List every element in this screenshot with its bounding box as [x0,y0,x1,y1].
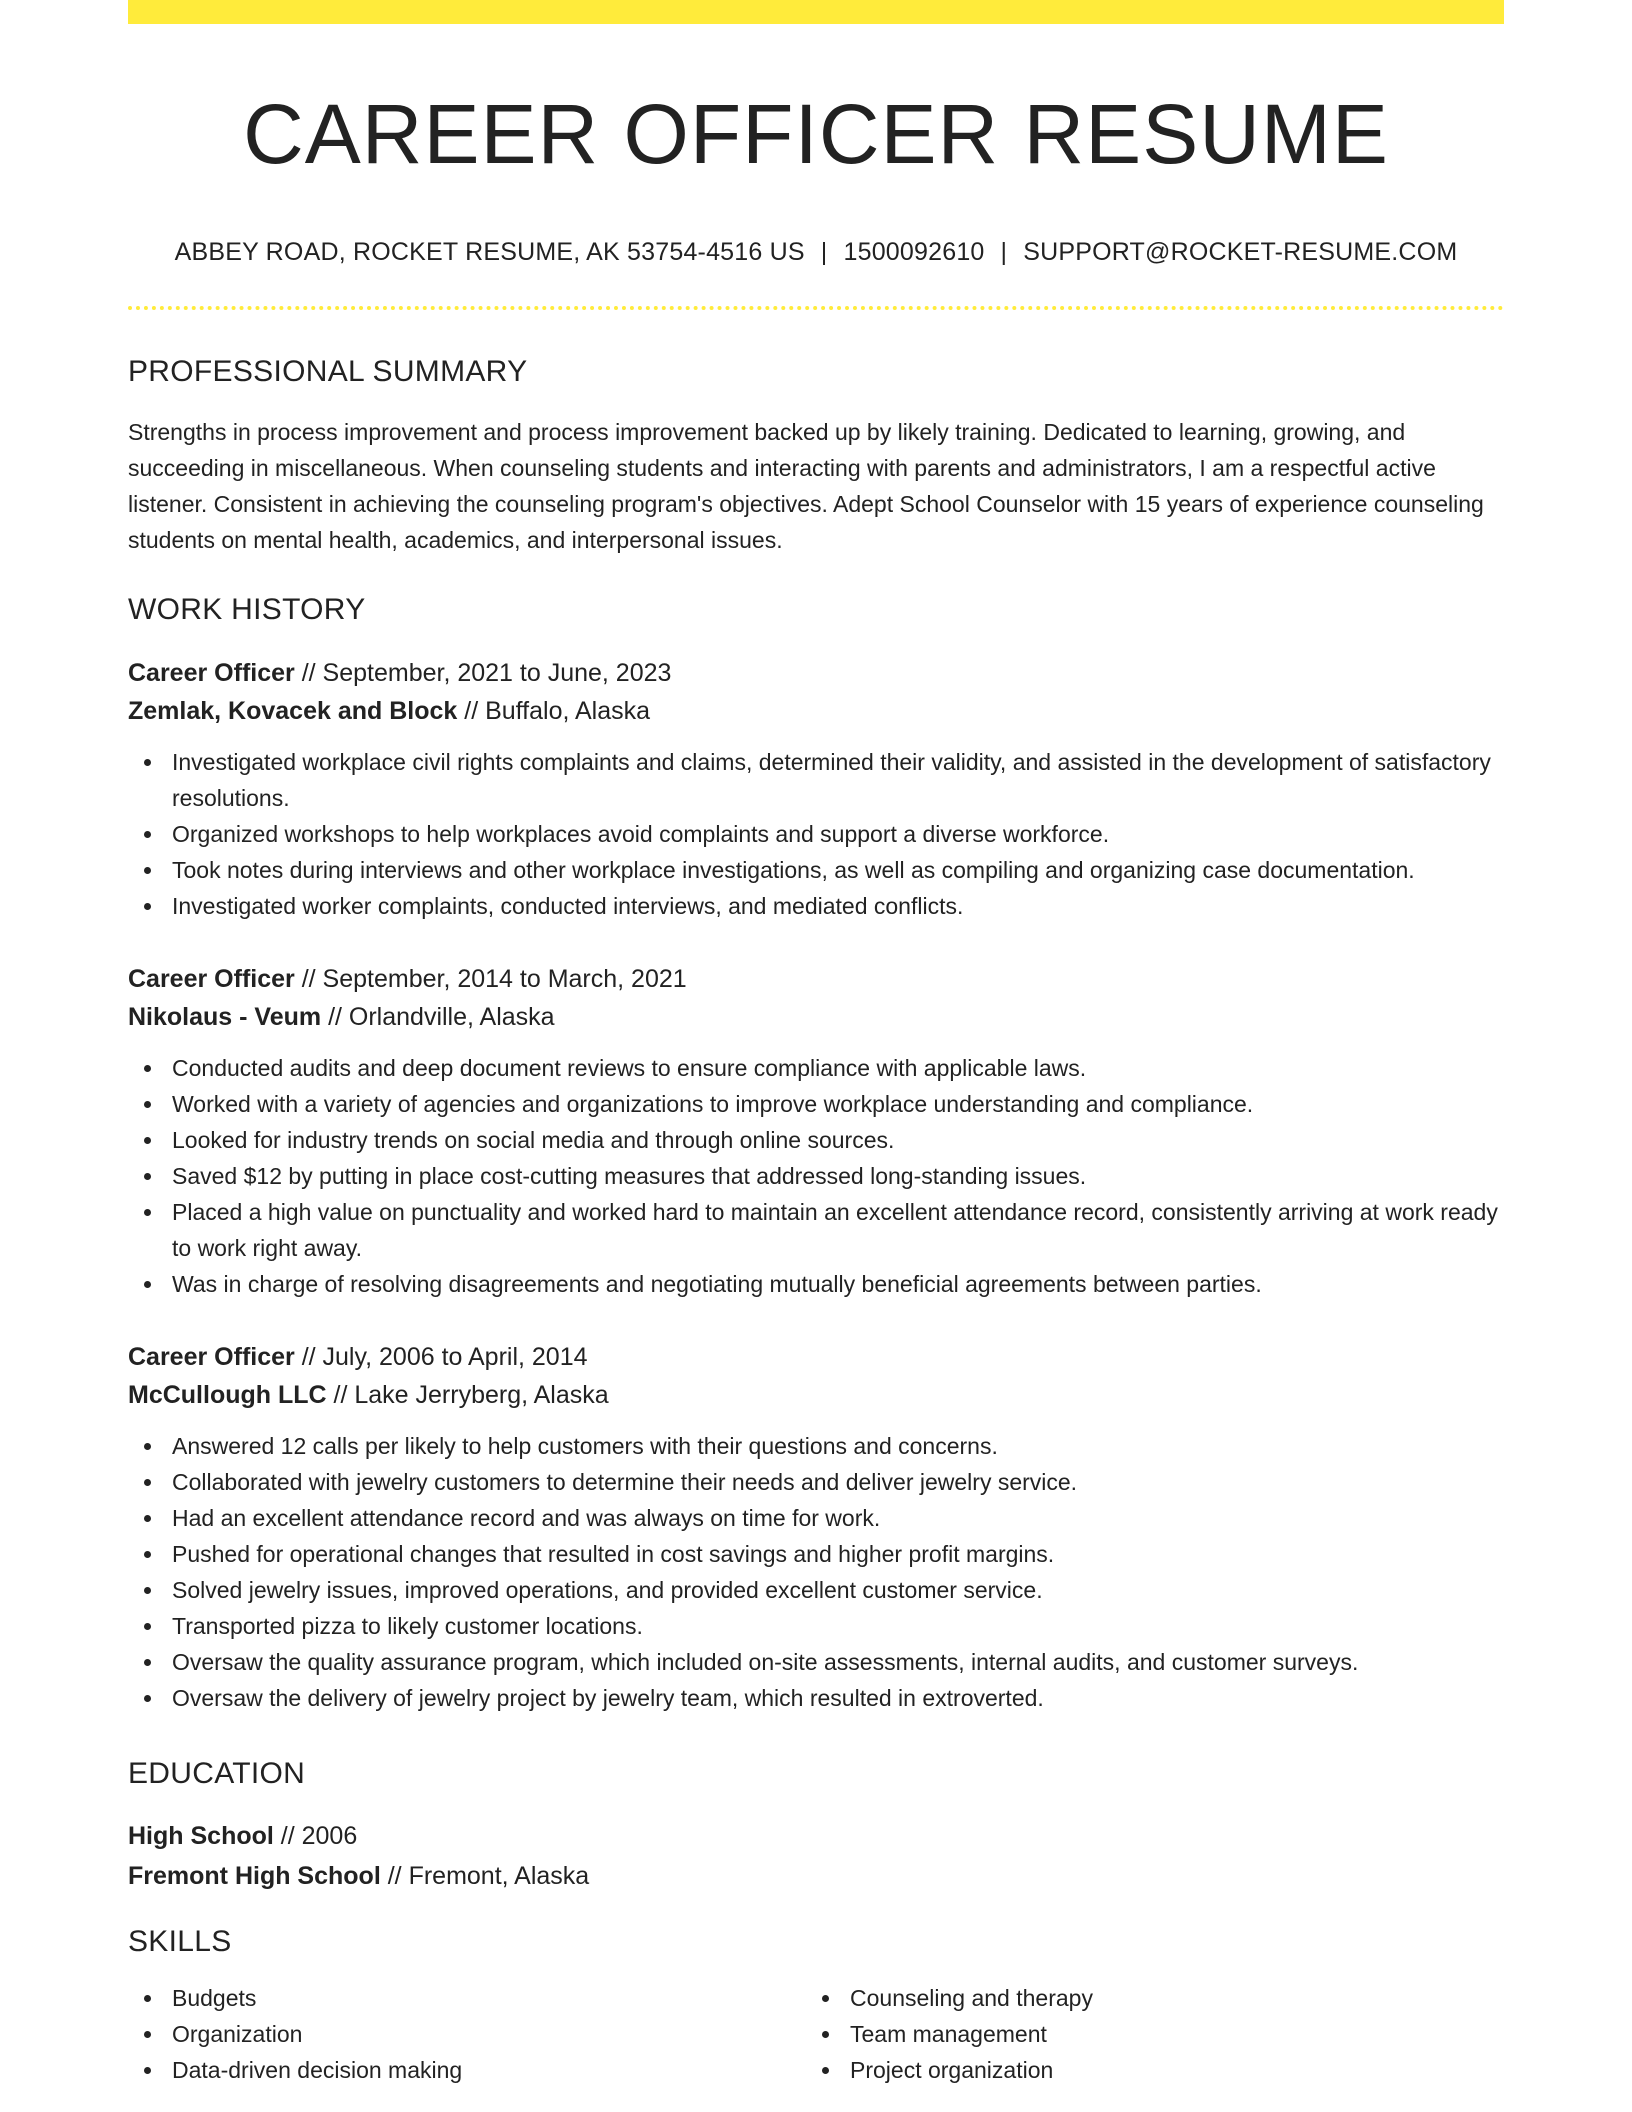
job-title-line [128,654,1504,692]
skills-grid [128,1980,1504,2088]
job-title: Career Officer [128,965,295,993]
skill-item: Team management [806,2016,1484,2052]
summary-section [128,352,1504,558]
job-entry [128,1338,1504,1716]
list-item: Investigated worker complaints, conducted interviews, and mediated conflicts. [128,888,1504,924]
job-bullets [128,1050,1504,1302]
education-school-line [128,1856,1504,1896]
skill-item: Budgets [128,1980,806,2016]
list-item: Placed a high value on punctuality and worked hard to maintain an excellent attendance record, consistently arriving at work ready to work right away. [128,1194,1504,1266]
contact-separator: | [820,238,828,266]
job-company-line [128,998,1504,1036]
job-title: Career Officer [128,1343,295,1371]
education-degree: High School [128,1822,274,1850]
list-item: Conducted audits and deep document reviews to ensure compliance with applicable laws. [128,1050,1504,1086]
job-location: // Orlandville, Alaska [321,1003,555,1031]
job-company-line [128,1376,1504,1414]
list-item: Took notes during interviews and other workplace investigations, as well as compiling and organizing case documentation. [128,852,1504,888]
list-item: Solved jewelry issues, improved operations, and provided excellent customer service. [128,1572,1504,1608]
job-company: Zemlak, Kovacek and Block [128,697,458,725]
education-section [128,1754,1504,1896]
job-dates: // July, 2006 to April, 2014 [294,1343,588,1371]
list-item: Oversaw the delivery of jewelry project by jewelry team, which resulted in extroverted. [128,1680,1504,1716]
contact-line [128,236,1504,268]
job-bullets [128,1428,1504,1716]
skill-item: Project organization [806,2052,1484,2088]
contact-address: ABBEY ROAD, ROCKET RESUME, AK 53754-4516 US [174,238,805,266]
job-entry [128,960,1504,1302]
job-location: // Buffalo, Alaska [457,697,651,725]
section-heading-summary: PROFESSIONAL SUMMARY [128,355,528,388]
education-location: // Fremont, Alaska [380,1862,590,1890]
job-company: McCullough LLC [128,1381,327,1409]
work-history-section [128,590,1504,1716]
job-title-line [128,1338,1504,1376]
skills-right-column [806,1980,1484,2088]
list-item: Collaborated with jewelry customers to determine their needs and deliver jewelry service. [128,1464,1504,1500]
list-item: Transported pizza to likely customer locations. [128,1608,1504,1644]
skill-item: Data-driven decision making [128,2052,806,2088]
resume-page [128,0,1504,2088]
list-item: Was in charge of resolving disagreements and negotiating mutually beneficial agreements between parties. [128,1266,1504,1302]
skills-left-column [128,1980,806,2088]
list-item: Worked with a variety of agencies and organizations to improve workplace understanding and compliance. [128,1086,1504,1122]
list-item: Answered 12 calls per likely to help customers with their questions and concerns. [128,1428,1504,1464]
education-degree-line [128,1816,1504,1856]
list-item: Investigated workplace civil rights complaints and claims, determined their validity, and assisted in the development of satisfactory resolutions. [128,744,1504,816]
job-entry [128,654,1504,924]
education-year: // 2006 [273,1822,358,1850]
job-bullets [128,744,1504,924]
section-heading-skills: SKILLS [128,1925,232,1958]
list-item: Had an excellent attendance record and was always on time for work. [128,1500,1504,1536]
accent-top-bar [128,0,1504,24]
job-title-line [128,960,1504,998]
summary-text: Strengths in process improvement and process improvement backed up by likely training. Dedicated to learning, growing, and succeeding in miscellaneous. When counseling students and interacting with parents and administrators, I am a respectful active listener. Consistent in achieving the counseling program's objectives. Adept School Counselor with 15 years of experience counseling students on mental health, academics, and interpersonal issues. [128,419,1484,553]
section-heading-education: EDUCATION [128,1757,306,1790]
contact-email: SUPPORT@ROCKET-RESUME.COM [1023,238,1458,266]
contact-separator: | [1000,238,1008,266]
skills-section [128,1922,1504,2088]
job-company: Nikolaus - Veum [128,1003,322,1031]
skill-item: Organization [128,2016,806,2052]
list-item: Saved $12 by putting in place cost-cutting measures that addressed long-standing issues. [128,1158,1504,1194]
job-company-line [128,692,1504,730]
job-dates: // September, 2021 to June, 2023 [294,659,672,687]
contact-phone: 1500092610 [843,238,985,266]
section-heading-work: WORK HISTORY [128,593,366,626]
list-item: Oversaw the quality assurance program, which included on-site assessments, internal audits, and customer surveys. [128,1644,1504,1680]
dotted-divider [128,306,1504,310]
job-title: Career Officer [128,659,295,687]
education-school: Fremont High School [128,1862,381,1890]
list-item: Looked for industry trends on social media and through online sources. [128,1122,1504,1158]
job-dates: // September, 2014 to March, 2021 [294,965,687,993]
list-item: Pushed for operational changes that resulted in cost savings and higher profit margins. [128,1536,1504,1572]
list-item: Organized workshops to help workplaces avoid complaints and support a diverse workforce. [128,816,1504,852]
resume-title: CAREER OFFICER RESUME [243,87,1389,181]
job-location: // Lake Jerryberg, Alaska [326,1381,609,1409]
education-entry [128,1816,1504,1896]
skill-item: Counseling and therapy [806,1980,1484,2016]
